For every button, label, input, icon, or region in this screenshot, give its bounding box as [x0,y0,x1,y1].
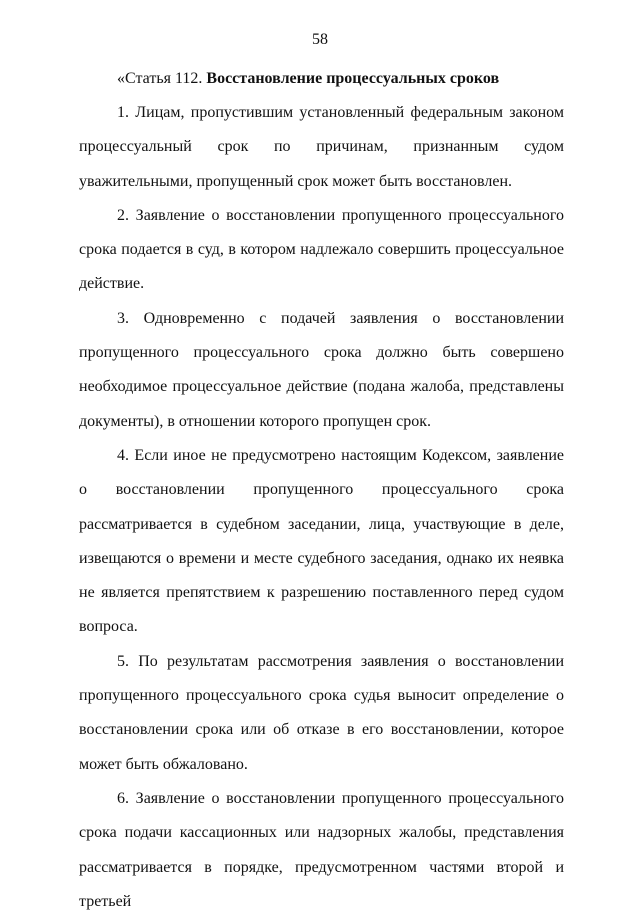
page-number: 58 [312,31,328,48]
paragraph-5: 5. По результатам рассмотрения заявления о восстановлении пропущенного процессуального срока судья выносит определение о восстановлении срока или об отказе в его восстановлении, которое может быть обжаловано. [79,652,564,773]
article-title: Восстановление процессуальных сроков [206,70,500,87]
paragraph-6: 6. Заявление о восстановлении пропущенного процессуального срока подачи кассационных или надзорных жалобы, представления рассматривается в порядке, предусмотренном частями второй и третьей [79,789,564,910]
article-prefix: «Статья 112. [117,70,207,87]
document-body [79,62,564,919]
paragraph-2: 2. Заявление о восстановлении пропущенного процессуального срока подается в суд, в котором надлежало совершить процессуальное действие. [79,206,564,293]
article-heading [79,62,564,96]
paragraph-4: 4. Если иное не предусмотрено настоящим Кодексом, заявление о восстановлении пропущенного процессуального срока рассматривается в судебном заседании, лица, участвующие в деле, извещаются о времени и месте судебного заседания, однако их неявка не является препятствием к разрешению поставленного перед судом вопроса. [79,446,564,636]
paragraph-3: 3. Одновременно с подачей заявления о восстановлении пропущенного процессуального срока должно быть совершено необходимое процессуальное действие (подана жалоба, представлены документы), в отношении которого пропущен срок. [79,309,564,430]
paragraph-1: 1. Лицам, пропустившим установленный федеральным законом процессуальный срок по причинам, признанным судом уважительными, пропущенный срок может быть восстановлен. [79,104,564,190]
